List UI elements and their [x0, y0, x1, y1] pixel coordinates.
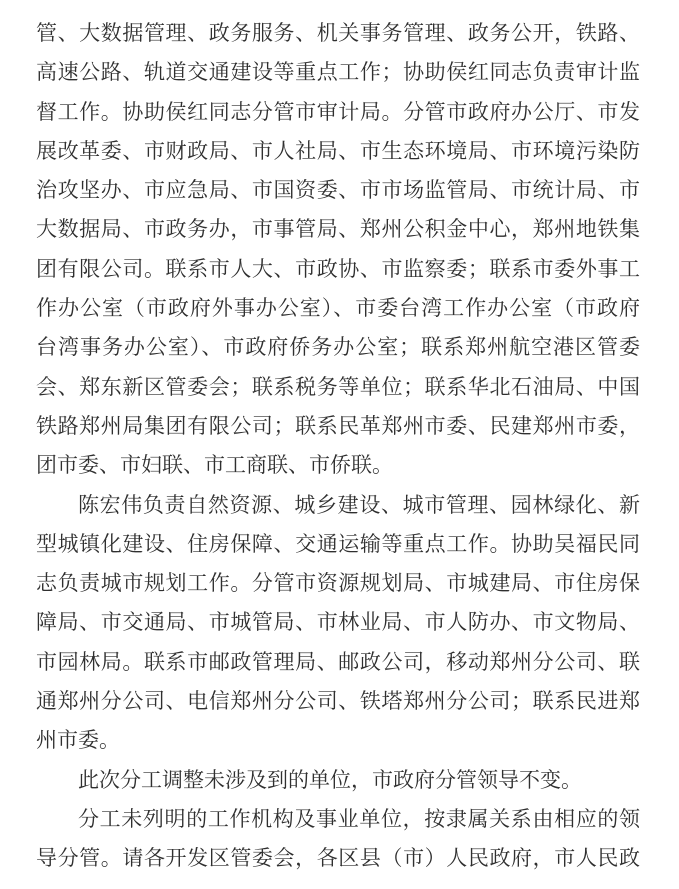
paragraph-1: [36, 14, 640, 486]
text-line: 志负责城市规划工作。分管市资源规划局、市城建局、市住房保: [36, 571, 640, 596]
text-line: 团市委、市妇联、市工商联、市侨联。: [36, 453, 393, 478]
text-line: 市园林局。联系市邮政管理局、邮政公司，移动郑州分公司、联: [36, 649, 640, 674]
text-line: 通郑州分公司、电信郑州分公司、铁塔郑州分公司；联系民进郑: [36, 689, 640, 714]
text-line: 高速公路、轨道交通建设等重点工作；协助侯红同志负责审计监: [36, 60, 640, 85]
text-line: 铁路郑州局集团有限公司；联系民革郑州市委、民建郑州市委，: [36, 413, 640, 438]
text-line: 型城镇化建设、住房保障、交通运输等重点工作。协助吴福民同: [36, 531, 640, 556]
text-line: 团有限公司。联系市人大、市政协、市监察委；联系市委外事工: [36, 256, 640, 281]
text-line: 此次分工调整未涉及到的单位，市政府分管领导不变。: [78, 767, 582, 792]
text-line: 作办公室（市政府外事办公室）、市委台湾工作办公室（市政府: [36, 296, 640, 321]
paragraph-3: [36, 761, 640, 800]
text-line: 治攻坚办、市应急局、市国资委、市市场监管局、市统计局、市: [36, 178, 640, 203]
text-line: 督工作。协助侯红同志分管市审计局。分管市政府办公厅、市发: [36, 99, 640, 124]
text-line: 导分管。请各开发区管委会，各区县（市）人民政府，市人民政: [36, 846, 640, 871]
paragraph-2: [36, 486, 640, 761]
text-line: 陈宏伟负责自然资源、城乡建设、城市管理、园林绿化、新: [78, 492, 640, 517]
text-line: 障局、市交通局、市城管局、市林业局、市人防办、市文物局、: [36, 610, 640, 635]
text-line: 管、大数据管理、政务服务、机关事务管理、政务公开，铁路、: [36, 21, 640, 45]
paragraph-4: [36, 800, 640, 879]
text-line: 分工未列明的工作机构及事业单位，按隶属关系由相应的领: [78, 806, 640, 831]
text-line: 台湾事务办公室）、市政府侨务办公室；联系郑州航空港区管委: [36, 335, 640, 360]
text-line: 州市委。: [36, 728, 120, 753]
text-line: 展改革委、市财政局、市人社局、市生态环境局、市环境污染防: [36, 138, 640, 163]
text-line: 大数据局、市政务办，市事管局、郑州公积金中心，郑州地铁集: [36, 217, 640, 242]
text-line: 会、郑东新区管委会；联系税务等单位；联系华北石油局、中国: [36, 374, 640, 399]
